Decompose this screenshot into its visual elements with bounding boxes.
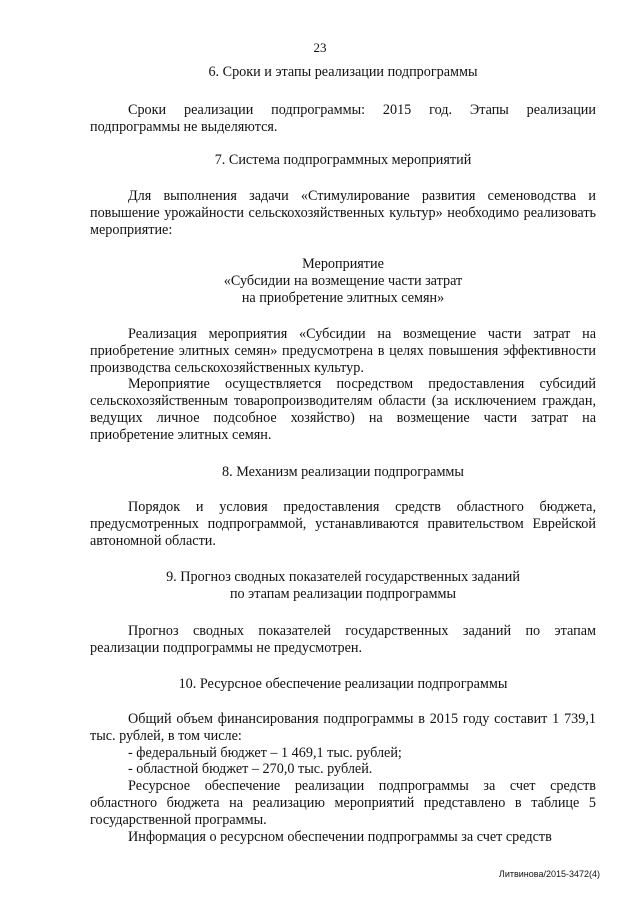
heading-section-10: 10. Ресурсное обеспечение реализации подпрограммы	[178, 676, 508, 692]
budget-item-federal: - федеральный бюджет – 1 469,1 тыс. рублей;	[128, 744, 402, 761]
event-title-line: «Субсидии на возмещение части затрат	[223, 272, 463, 289]
heading-section-6: 6. Сроки и этапы реализации подпрограммы	[208, 64, 478, 80]
paragraph: Порядок и условия предоставления средств областного бюджета, предусмотренных подпрограммой, устанавливаются правительством Еврейской автономной области.	[90, 499, 596, 549]
section-8-text	[90, 499, 596, 549]
footer-code: Литвинова/2015-3472(4)	[498, 869, 600, 879]
event-title-line: Мероприятие	[302, 256, 384, 272]
section-10-text	[90, 711, 596, 845]
heading-line: 9. Прогноз сводных показателей государственных заданий	[166, 569, 520, 585]
heading-section-7: 7. Система подпрограммных мероприятий	[214, 152, 472, 168]
page-number: 23	[313, 40, 327, 55]
paragraph: Сроки реализации подпрограммы: 2015 год. Этапы реализации подпрограммы не выделяются.	[90, 102, 596, 135]
budget-item-regional: - областной бюджет – 270,0 тыс. рублей.	[128, 761, 373, 778]
paragraph: Ресурсное обеспечение реализации подпрограммы за счет средств областного бюджета на реализацию мероприятий представлено в таблице 5 государственной программы.	[90, 778, 596, 828]
event-title	[90, 256, 596, 306]
paragraph: Для выполнения задачи «Стимулирование развития семеноводства и повышение урожайности сельскохозяйственных культур» необходимо реализовать мероприятие:	[90, 188, 596, 238]
paragraph: Общий объем финансирования подпрограммы в 2015 году составит 1 739,1 тыс. рублей, в том числе:	[90, 711, 596, 744]
event-title-line: на приобретение элитных семян»	[241, 289, 445, 306]
section-6-text	[90, 102, 596, 136]
heading-line: по этапам реализации подпрограммы	[229, 585, 457, 602]
paragraph: Реализация мероприятия «Субсидии на возмещение части затрат на приобретение элитных семян» предусмотрена в целях повышения эффективности производства сельскохозяйственных культур.	[90, 326, 596, 376]
heading-section-8: 8. Механизм реализации подпрограммы	[222, 464, 464, 480]
paragraph: Информация о ресурсном обеспечении подпрограммы за счет средств	[128, 828, 552, 845]
section-7-text	[90, 188, 596, 238]
paragraph: Мероприятие осуществляется посредством предоставления субсидий сельскохозяйственным товаропроизводителям области (за исключением граждан, ведущих личное подсобное хозяйство) на возмещение части затрат на приобретение элитных семян.	[90, 376, 596, 443]
heading-section-9	[90, 569, 596, 603]
paragraph: Прогноз сводных показателей государственных заданий по этапам реализации подпрограммы не предусмотрен.	[90, 623, 596, 656]
section-9-text	[90, 623, 596, 657]
section-7-details	[90, 326, 596, 444]
